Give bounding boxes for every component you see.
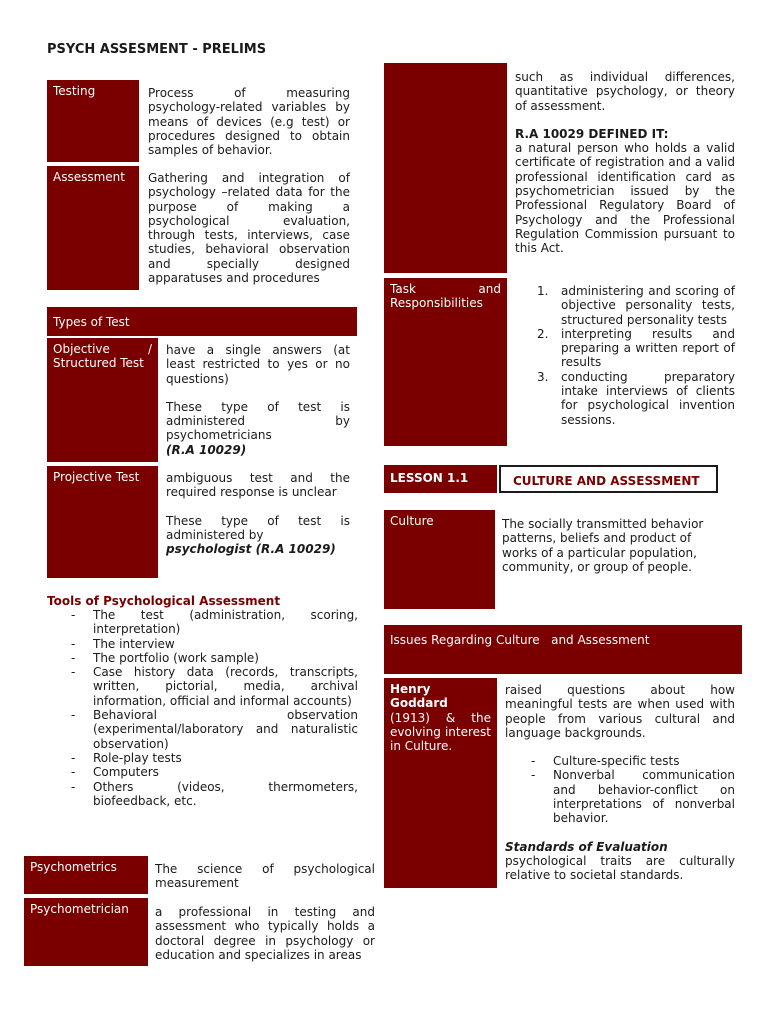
list-item: - The interview bbox=[69, 637, 358, 651]
term-psychometrics: Psychometrics bbox=[24, 856, 148, 894]
task-responsibilities-label: Task and Responsibilities bbox=[390, 282, 501, 311]
standards-heading: Standards of Evaluation bbox=[505, 839, 668, 854]
definition-assessment: Gathering and integration of psychology –related data for the purpose of making a psychological evaluation, through tests, interviews, case studies, behavioral observation and specially designed apparatuses and procedures bbox=[148, 171, 350, 286]
list-number: 3. bbox=[537, 369, 549, 384]
projective-test-line2: These type of test is administered by bbox=[166, 513, 350, 542]
list-item: - The portfolio (work sample) bbox=[69, 651, 358, 665]
term-task-responsibilities bbox=[384, 278, 507, 446]
definition-psychometrics: The science of psychological measurement bbox=[155, 862, 375, 891]
term-assessment: Assessment bbox=[47, 166, 139, 290]
term-testing: Testing bbox=[47, 80, 139, 162]
objective-test-ra: (R.A 10029) bbox=[166, 442, 247, 457]
list-item bbox=[537, 284, 735, 327]
psychometrician-continued-text bbox=[515, 70, 735, 256]
list-item: - The test (administration, scoring, interpretation) bbox=[69, 608, 358, 637]
tasks-list bbox=[537, 284, 735, 427]
henry-goddard-name: Henry Goddard bbox=[390, 682, 448, 711]
objective-test-line1: have a single answers (at least restricted to yes or no questions) bbox=[166, 343, 350, 386]
list-item: - Computers bbox=[69, 765, 358, 779]
definition-culture: The socially transmitted behavior patterns, beliefs and product of works of a particular population, community, or group of people. bbox=[502, 517, 704, 574]
henry-goddard-desc: (1913) & the evolving interest in Culture. bbox=[390, 710, 491, 754]
list-item bbox=[537, 327, 735, 370]
list-item: - Nonverbal communication and behavior-conflict on interpretations of nonverbal behavior. bbox=[529, 768, 735, 825]
term-objective-test bbox=[47, 338, 158, 462]
tools-heading: Tools of Psychological Assessment bbox=[47, 594, 281, 608]
psychometrician-continued-block bbox=[384, 63, 507, 273]
issues-text: raised questions about how meaningful tests are when used with people from various cultural and language backgrounds. bbox=[505, 683, 735, 740]
term-projective-test: Projective Test bbox=[47, 466, 158, 578]
list-item: - Behavioral observation (experimental/laboratory and naturalistic observation) bbox=[69, 708, 358, 751]
list-item: - Culture-specific tests bbox=[529, 754, 735, 768]
objective-test-line2: These type of test is administered by psychometricians bbox=[166, 399, 350, 443]
term-culture: Culture bbox=[384, 510, 495, 609]
henry-goddard-block bbox=[384, 678, 497, 888]
types-of-test-header: Types of Test bbox=[47, 307, 357, 336]
list-text: interpreting results and preparing a written report of results bbox=[561, 326, 735, 370]
definition-testing: Process of measuring psychology-related variables by means of devices (e.g test) or procedures designed to obtain samples of behavior. bbox=[148, 86, 350, 158]
definition-objective-test bbox=[166, 343, 350, 457]
issues-header: Issues Regarding Culture and Assessment bbox=[384, 625, 742, 674]
lesson-title: CULTURE AND ASSESSMENT bbox=[499, 465, 718, 493]
issues-bullets bbox=[505, 754, 735, 825]
psychometrician-continued: such as individual differences, quantitative psychology, or theory of assessment. bbox=[515, 70, 735, 113]
list-number: 2. bbox=[537, 326, 549, 341]
list-item: - Others (videos, thermometers, biofeedback, etc. bbox=[69, 780, 358, 809]
list-item: - Case history data (records, transcripts, written, pictorial, media, archival information, official and informal accounts) bbox=[69, 665, 358, 708]
lesson-label: LESSON 1.1 bbox=[384, 465, 497, 493]
list-item: - Role-play tests bbox=[69, 751, 358, 765]
ra-10029-text: a natural person who holds a valid certificate of registration and a valid professional identification card as psychometrician issued by the Professional Regulatory Board of Psychology and the Professional Regulation Commission pursuant to this Act. bbox=[515, 141, 735, 256]
list-text: administering and scoring of objective personality tests, structured personality tests bbox=[561, 284, 735, 327]
list-item bbox=[537, 370, 735, 427]
ra-10029-heading: R.A 10029 DEFINED IT: bbox=[515, 126, 669, 141]
definition-projective-test bbox=[166, 471, 350, 556]
page-title: PSYCH ASSESMENT - PRELIMS bbox=[47, 42, 267, 57]
standards-text: psychological traits are culturally relative to societal standards. bbox=[505, 853, 735, 883]
projective-test-line1: ambiguous test and the required response is unclear bbox=[166, 471, 350, 500]
definition-psychometrician: a professional in testing and assessment who typically holds a doctoral degree in psychology or education and specializes in areas bbox=[155, 905, 375, 962]
list-number: 1. bbox=[537, 284, 549, 298]
henry-goddard-text bbox=[390, 682, 491, 753]
list-text: conducting preparatory intake interviews of clients for psychological invention sessions. bbox=[561, 369, 735, 427]
term-psychometrician: Psychometrician bbox=[24, 898, 148, 966]
projective-test-ra: psychologist (R.A 10029) bbox=[166, 542, 336, 557]
tools-list bbox=[69, 608, 358, 808]
objective-test-label: Objective / Structured Test bbox=[53, 342, 152, 371]
issues-content bbox=[505, 683, 735, 883]
